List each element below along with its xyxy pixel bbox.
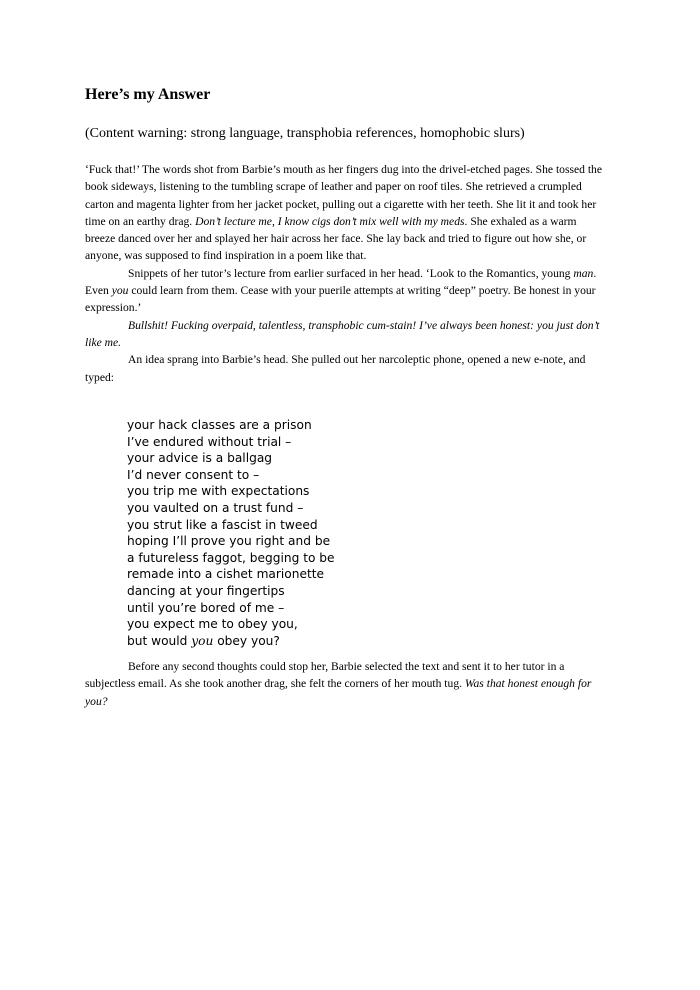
paragraph-5-text: Before any second thoughts could stop her, Barbie selected the text and sent it to her tutor in a subjectless email. As she took another drag, she felt the corners of her mouth tug. xyxy=(85,660,565,691)
poem-line: a futureless faggot, begging to be xyxy=(127,550,335,565)
poem-line: your advice is a ballgag xyxy=(127,451,273,466)
poem-last-line xyxy=(127,633,335,650)
poem-line: until you’re bored of me – xyxy=(127,600,285,615)
paragraph-4-text: An idea sprang into Barbie’s head. She pulled out her narcoleptic phone, opened a new e-note, and typed: xyxy=(85,353,586,384)
poem-line: I’ve endured without trial – xyxy=(127,434,292,449)
poem-line: dancing at your fingertips xyxy=(127,583,285,598)
paragraph-1-text-after: . She exhaled as a warm breeze danced over her and splayed her hair across her face. She lay back and tried to figure out how she, or anyone, was supposed to find inspiration in a poem like that. xyxy=(85,214,587,263)
poem xyxy=(127,417,335,649)
paragraph-2-text: Snippets of her tutor’s lecture from earlier surfaced in her head. ‘Look to the Romantics, young xyxy=(128,266,574,280)
paragraph-2-text-3: could learn from them. Cease with your puerile attempts at writing “deep” poetry. Be honest in your expression.’ xyxy=(85,284,596,315)
poem-line: remade into a cishet marionette xyxy=(127,567,325,582)
paragraph-3-italic: Bullshit! Fucking overpaid, talentless, transphobic cum-stain! I’ve always been honest: you just don’t like me. xyxy=(85,318,600,349)
poem-line: you vaulted on a trust fund – xyxy=(127,500,304,515)
poem-last-line-before: but would xyxy=(127,633,192,648)
poem-line: you strut like a fascist in tweed xyxy=(127,517,318,532)
paragraph-4 xyxy=(85,351,608,386)
poem-last-line-after: obey you? xyxy=(213,633,280,648)
poem-last-line-italic: you xyxy=(191,633,214,648)
paragraph-2-italic-2: you xyxy=(111,284,129,298)
poem-line: hoping I’ll prove you right and be xyxy=(127,534,331,549)
paragraph-2 xyxy=(85,265,608,317)
content-warning: (Content warning: strong language, transphobia references, homophobic slurs) xyxy=(85,126,525,141)
paragraph-3 xyxy=(85,317,608,352)
story-body-top xyxy=(85,161,608,386)
paragraph-2-text-2: . Even xyxy=(85,266,597,298)
page-title: Here’s my Answer xyxy=(85,86,211,103)
paragraph-5 xyxy=(85,658,608,710)
poem-line: your hack classes are a prison xyxy=(127,418,312,432)
poem-line: I’d never consent to – xyxy=(127,467,260,482)
paragraph-1 xyxy=(85,161,608,265)
paragraph-1-italic: Don’t lecture me, I know cigs don’t mix well with my meds xyxy=(195,214,465,228)
story-body-bottom xyxy=(85,658,608,710)
paragraph-5-italic: Was that honest enough for you? xyxy=(85,677,592,708)
paragraph-1-text: ‘Fuck that!’ The words shot from Barbie’s mouth as her fingers dug into the drivel-etched pages. She tossed the book sideways, listening to the tumbling scrape of leather and paper on roof tiles. She retrieved a crumpled carton and magenta lighter from her jacket pocket, pulling out a cigarette with her teeth. She lit it and took her time on an earthy drag. xyxy=(85,163,602,228)
poem-line: you expect me to obey you, xyxy=(127,617,298,632)
poem-line: you trip me with expectations xyxy=(127,484,310,499)
paragraph-2-italic-1: man xyxy=(573,266,594,280)
